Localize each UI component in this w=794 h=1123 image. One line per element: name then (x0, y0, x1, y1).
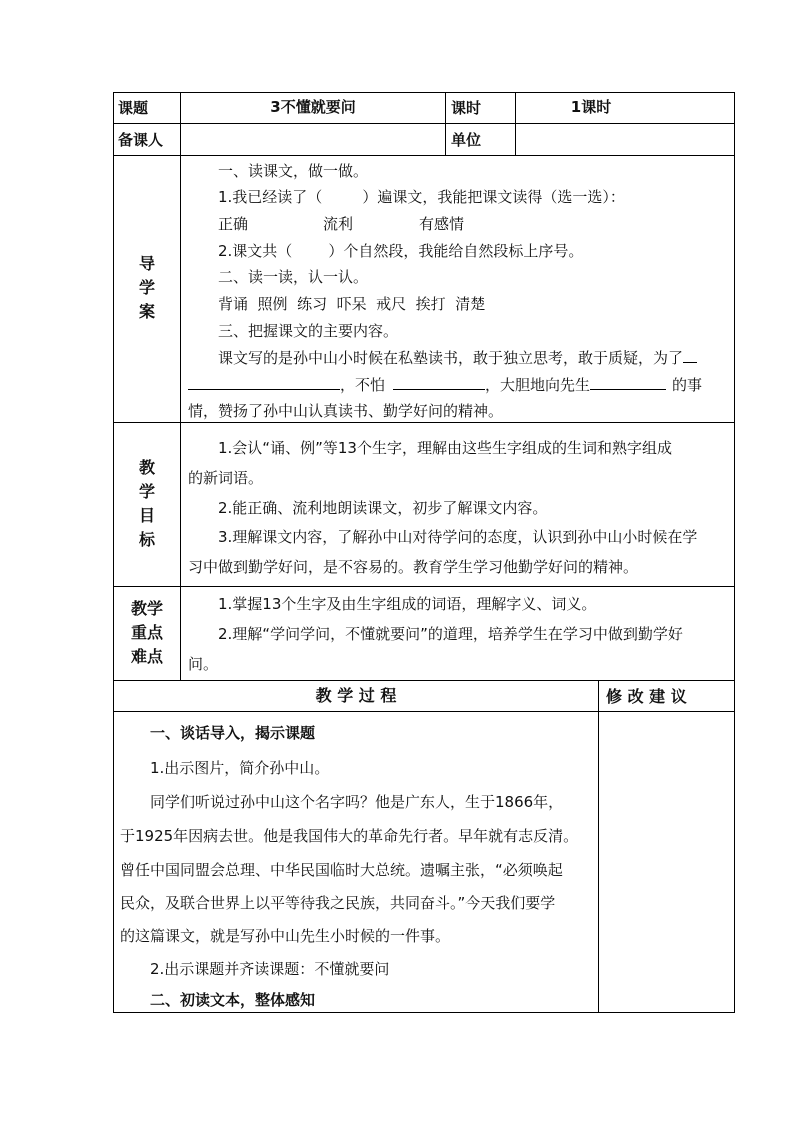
guide-option-fluent: 流利 (323, 215, 354, 233)
fill-blank (393, 375, 485, 390)
guide-option-emotion: 有感情 (419, 215, 465, 233)
subject-value: 3不懂就要问 (270, 98, 356, 116)
fill-blank (683, 348, 697, 363)
guide-q1-suffix: ）遍课文，我能把课文读得（选一选）： (362, 188, 625, 206)
process-paragraph-line: 同学们听说过孙中山这个名字吗？他是广东人，生于1866年， (150, 793, 564, 811)
process-paragraph-line: 民众，及联合世界上以平等待我之民族，共同奋斗。”今天我们要学 (120, 894, 556, 912)
suggestion-header: 修 改 建 议 (606, 687, 687, 706)
process-section1-title: 一、谈话导入，揭示课题 (150, 724, 316, 742)
table-border-top (113, 92, 735, 93)
period-label: 课时 (451, 99, 482, 117)
process-header: 教 学 过 程 (315, 686, 397, 705)
goal-1-line1: 1.会认“诵、例”等13个生字，理解由这些生字组成的生词和熟字组成 (218, 439, 672, 457)
guide-summary-line3: 情，赞扬了孙中山认真读书、勤学好问的精神。 (188, 402, 504, 420)
guide-summary-text: ，不怕 (340, 376, 386, 394)
goals-label-char: 学 (138, 482, 155, 501)
row-divider (113, 711, 735, 712)
guide-label-char: 导 (138, 254, 155, 273)
goals-label-char: 标 (138, 530, 155, 549)
keypoint-2-line2: 问。 (188, 655, 219, 673)
guide-q2-prefix: 2.课文共（ (218, 242, 293, 260)
keypoint-2-line1: 2.理解“学问学问，不懂就要问”的道理，培养学生在学习中做到勤学好 (218, 625, 683, 643)
keypoint-1: 1.掌握13个生字及由生字组成的词语，理解字义、词义。 (218, 595, 597, 613)
process-paragraph-line: 于1925年因病去世。他是我国伟大的革命先行者。早年就有志反清。 (120, 827, 579, 845)
column-divider (598, 680, 599, 1013)
guide-label (114, 252, 180, 324)
keypoints-label-line: 教学 (130, 599, 163, 618)
process-step2: 2.出示课题并齐读课题：不懂就要问 (150, 960, 390, 978)
row-divider (113, 123, 735, 124)
preparer-label: 备课人 (118, 131, 164, 149)
process-paragraph-line: 的这篇课文，就是写孙中山先生小时候的一件事。 (120, 927, 451, 945)
goal-3-line1: 3.理解课文内容，了解孙中山对待学问的态度，认识到孙中山小时候在学 (218, 528, 698, 546)
fill-blank (590, 375, 666, 390)
column-divider (180, 92, 181, 681)
guide-summary-text: 课文写的是孙中山小时候在私塾读书，敢于独立思考，敢于质疑，为了 (218, 349, 684, 367)
guide-q1 (218, 187, 625, 207)
goals-label-char: 教 (138, 458, 155, 477)
unit-label: 单位 (451, 131, 482, 149)
process-section2-title: 二、初读文本，整体感知 (150, 991, 316, 1009)
guide-label-char: 案 (138, 302, 155, 321)
period-value: 1课时 (570, 98, 612, 116)
guide-q1-prefix: 1.我已经读了（ (218, 188, 323, 206)
keypoints-label (114, 597, 180, 669)
table-border-bottom (113, 1012, 735, 1013)
keypoints-label-line: 难点 (130, 647, 163, 666)
guide-q2-suffix: ）个自然段，我能给自然段标上序号。 (328, 242, 584, 260)
guide-vocab-words: 背诵 照例 练习 吓呆 戒尺 挨打 清楚 (218, 295, 486, 313)
process-paragraph-line: 曾任中国同盟会总理、中华民国临时大总统。遗嘱主张，“必须唤起 (120, 861, 563, 879)
column-divider (445, 92, 446, 156)
row-divider (113, 422, 735, 423)
goals-label (114, 456, 180, 552)
goal-3-line2: 习中做到勤学好问，是不容易的。教育学生学习他勤学好问的精神。 (188, 558, 639, 576)
goals-label-char: 目 (138, 506, 155, 525)
guide-q2 (218, 241, 583, 261)
guide-section1-title: 一、读课文，做一做。 (218, 162, 369, 180)
fill-blank (188, 375, 340, 390)
guide-summary-line2 (188, 375, 702, 395)
table-border-right (734, 92, 735, 1013)
goal-2: 2.能正确、流利地朗读课文，初步了解课文内容。 (218, 499, 548, 517)
guide-summary-line1 (218, 348, 697, 368)
row-divider (113, 155, 735, 156)
guide-section2-title: 二、读一读，认一认。 (218, 268, 369, 286)
guide-section3-title: 三、把握课文的主要内容。 (218, 322, 399, 340)
table-border-left (113, 92, 114, 1013)
row-divider (113, 586, 735, 587)
subject-label: 课题 (118, 99, 149, 117)
process-step1: 1.出示图片，简介孙中山。 (150, 759, 330, 777)
guide-option-correct: 正确 (218, 215, 249, 233)
keypoints-label-line: 重点 (130, 623, 163, 642)
guide-summary-text: ，大胆地向先生 (485, 376, 591, 394)
guide-label-char: 学 (138, 278, 155, 297)
row-divider (113, 680, 735, 681)
goal-1-line2: 的新词语。 (188, 469, 264, 487)
guide-summary-text: 的事 (672, 376, 703, 394)
